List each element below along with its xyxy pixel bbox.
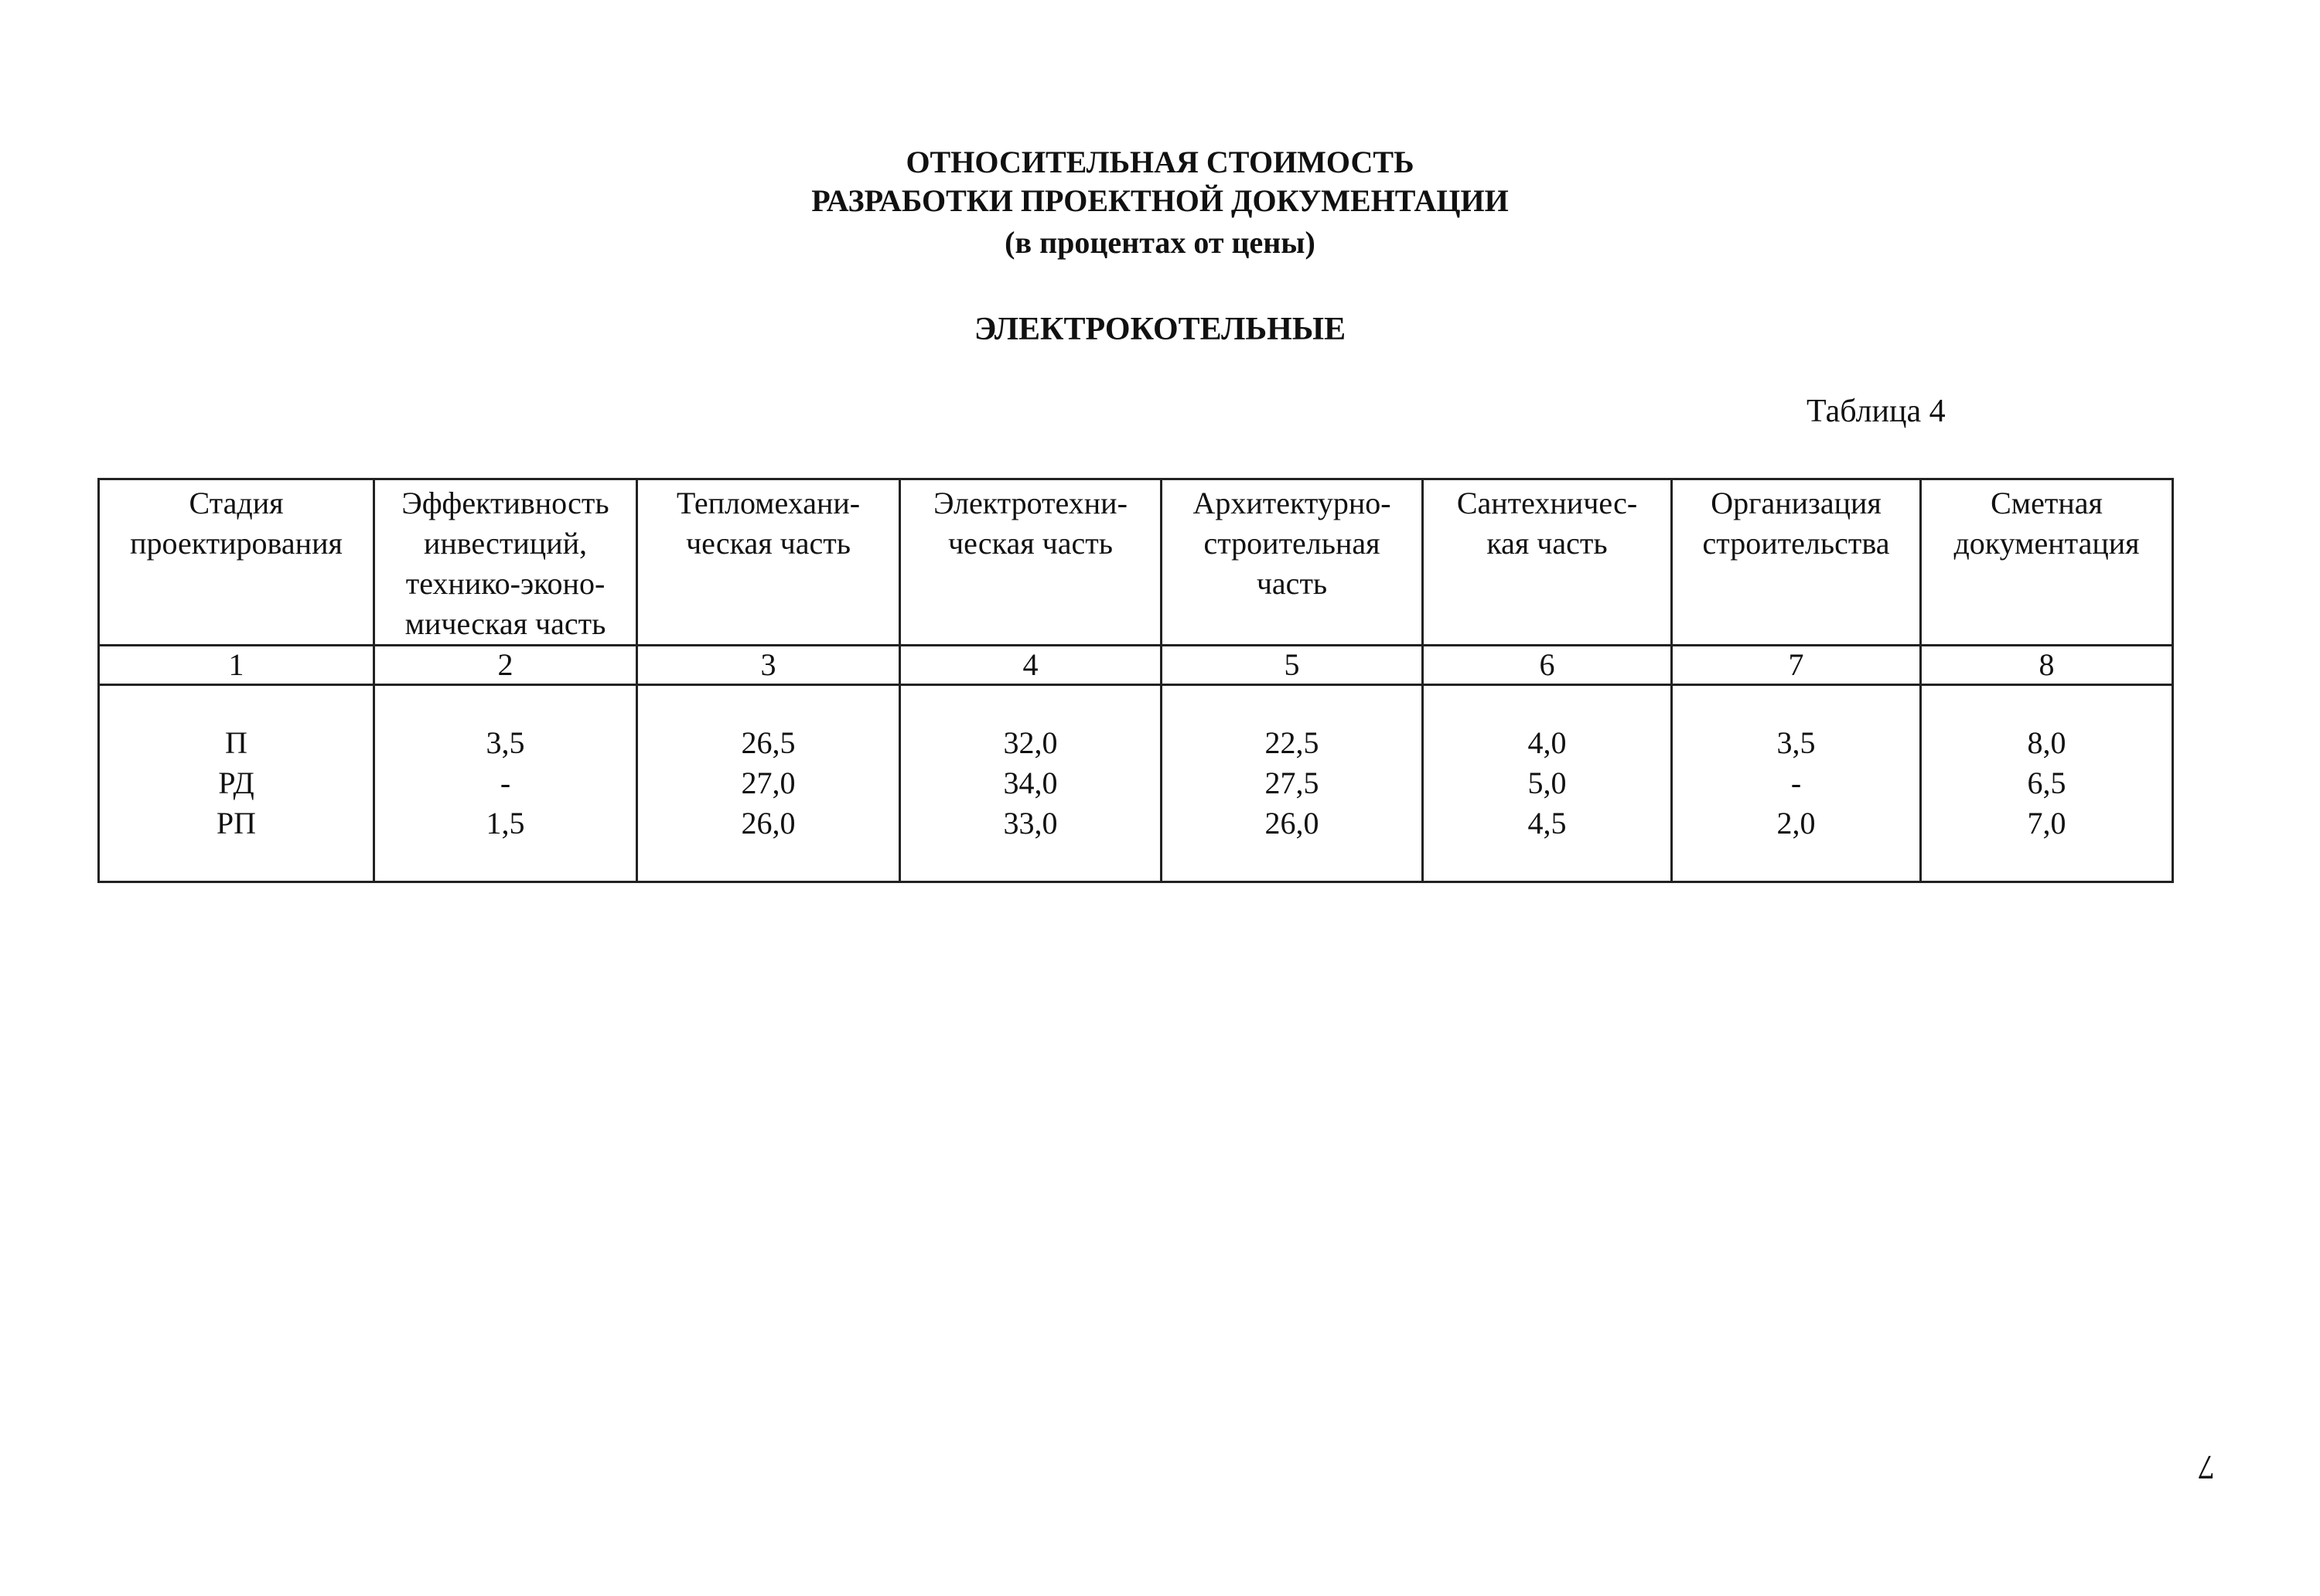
value-cell	[1672, 685, 1921, 882]
header-cell	[1423, 479, 1672, 646]
percent-value: 4,0	[1527, 725, 1567, 760]
column-number-cell: 5	[1162, 646, 1423, 685]
value-cell	[1423, 685, 1672, 882]
column-number-cell: 1	[99, 646, 374, 685]
header-text: Организация	[1711, 486, 1882, 520]
header-text: кая часть	[1486, 526, 1608, 561]
header-text: часть	[1256, 566, 1328, 601]
column-number-cell: 6	[1423, 646, 1672, 685]
cost-table	[97, 478, 2174, 883]
value-cell	[374, 685, 637, 882]
header-cell	[1672, 479, 1921, 646]
header-row	[99, 479, 2173, 646]
header-text: мическая часть	[404, 606, 606, 641]
document-title-line-3: (в процентах от цены)	[1005, 225, 1315, 260]
stage-label: РД	[218, 766, 254, 800]
percent-value: -	[500, 766, 511, 800]
value-cell	[1921, 685, 2173, 882]
column-number-cell: 8	[1921, 646, 2173, 685]
percent-value: 26,5	[741, 725, 796, 760]
header-text: проектирования	[130, 526, 343, 561]
column-number-cell: 7	[1672, 646, 1921, 685]
column-number-cell: 2	[374, 646, 637, 685]
percent-value: 1,5	[486, 806, 525, 841]
header-text: Сантехничес-	[1456, 486, 1638, 520]
value-cell	[637, 685, 900, 882]
header-cell	[1921, 479, 2173, 646]
percent-value: 5,0	[1527, 766, 1567, 800]
document-title-line-2: РАЗРАБОТКИ ПРОЕКТНОЙ ДОКУМЕНТАЦИИ	[811, 183, 1509, 218]
percent-value: 2,0	[1776, 806, 1816, 841]
header-cell	[374, 479, 637, 646]
column-number-cell: 4	[900, 646, 1162, 685]
header-text: документация	[1953, 526, 2140, 561]
percent-value: 6,5	[2027, 766, 2066, 800]
value-cell	[1162, 685, 1423, 882]
percent-value: 27,0	[741, 766, 796, 800]
percent-value: 3,5	[486, 725, 525, 760]
header-cell	[1162, 479, 1423, 646]
stage-label: П	[225, 725, 247, 760]
header-text: строительства	[1702, 526, 1890, 561]
percent-value: 32,0	[1003, 725, 1058, 760]
percent-value: 4,5	[1527, 806, 1567, 841]
percent-value: 26,0	[741, 806, 796, 841]
percent-value: 3,5	[1776, 725, 1816, 760]
page-number: 7	[2198, 1448, 2215, 1486]
stage-label: РП	[216, 806, 257, 841]
table-label: Таблица 4	[1807, 394, 1946, 429]
stage-cell	[99, 685, 374, 882]
header-text: Архитектурно-	[1192, 486, 1391, 520]
header-cell	[99, 479, 374, 646]
header-text: ческая часть	[948, 526, 1113, 561]
percent-value: 22,5	[1264, 725, 1319, 760]
header-cell	[900, 479, 1162, 646]
percent-value: 7,0	[2027, 806, 2066, 841]
header-text: ческая часть	[686, 526, 851, 561]
percent-value: 27,5	[1264, 766, 1319, 800]
document-title-line-1: ОТНОСИТЕЛЬНАЯ СТОИМОСТЬ	[906, 145, 1414, 179]
header-text: Стадия	[189, 486, 284, 520]
header-text: технико-эконо-	[405, 566, 606, 601]
header-text: Тепломехани-	[676, 486, 861, 520]
section-title: ЭЛЕКТРОКОТЕЛЬНЫЕ	[974, 312, 1346, 347]
percent-value: 26,0	[1264, 806, 1319, 841]
header-text: строительная	[1203, 526, 1380, 561]
percent-value: 33,0	[1003, 806, 1058, 841]
header-text: Электротехни-	[933, 486, 1128, 520]
header-text: Сметная	[1991, 486, 2103, 520]
percent-value: -	[1790, 766, 1802, 800]
percent-value: 8,0	[2027, 725, 2066, 760]
column-number-row	[99, 646, 2173, 685]
data-row	[99, 685, 2173, 882]
column-number-cell: 3	[637, 646, 900, 685]
header-text: инвестиций,	[423, 526, 588, 561]
header-text: Эффективность	[401, 486, 609, 520]
percent-value: 34,0	[1003, 766, 1058, 800]
value-cell	[900, 685, 1162, 882]
header-cell	[637, 479, 900, 646]
